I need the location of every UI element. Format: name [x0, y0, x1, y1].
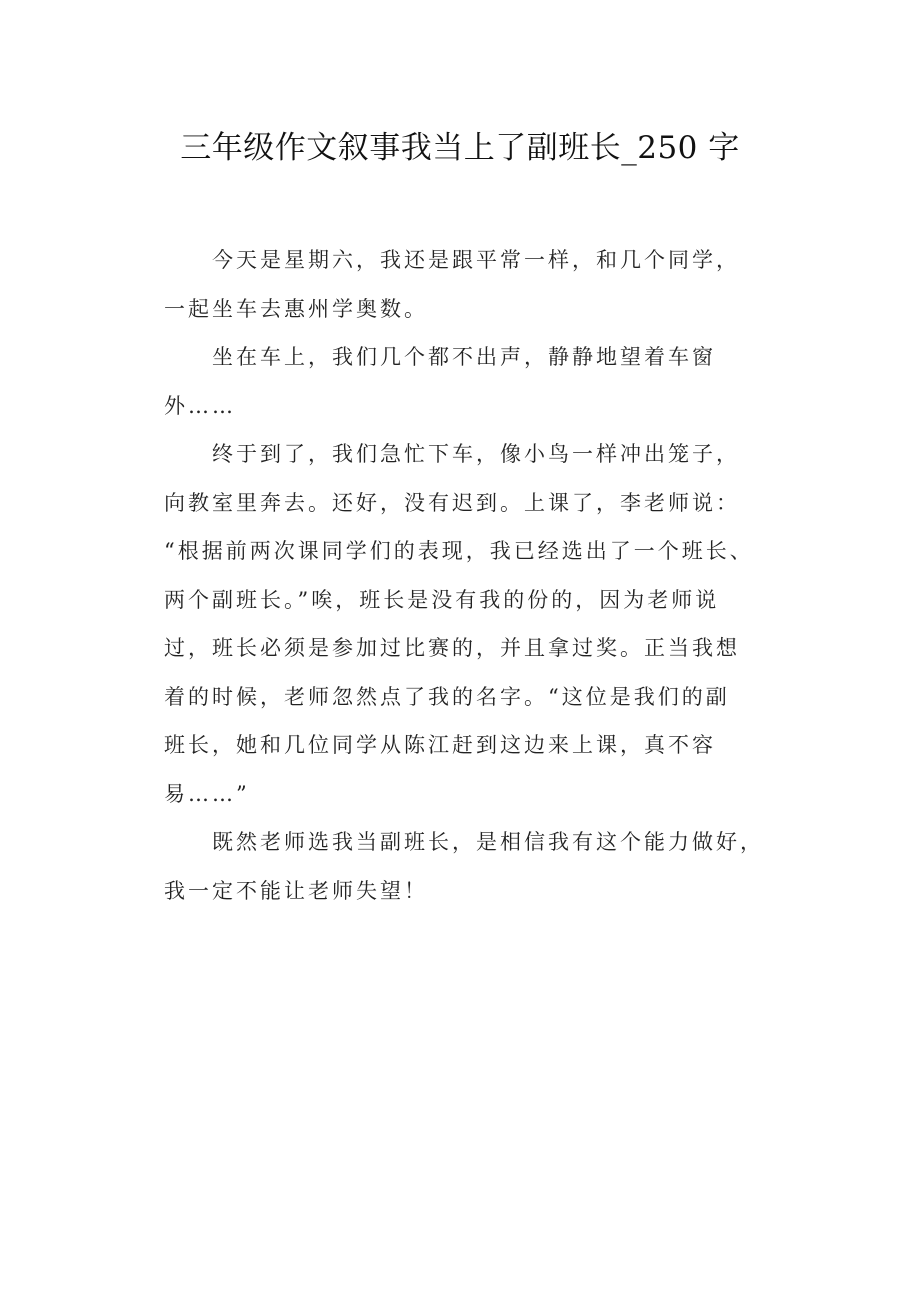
paragraph-line: 我一定不能让老师失望！ — [164, 878, 428, 903]
paragraph-line: “根据前两次课同学们的表现，我已经选出了一个班长、 — [164, 539, 754, 563]
paragraph-3 — [164, 430, 774, 818]
paragraph-line: 一起坐车去惠州学奥数。 — [164, 296, 428, 321]
paragraph-1 — [164, 236, 774, 333]
paragraph-line: 今天是星期六，我还是跟平常一样，和几个同学， — [212, 248, 740, 272]
paragraph-line: 班长，她和几位同学从陈江赶到这边来上课，真不容 — [164, 733, 716, 757]
paragraph-line: 着的时候，老师忽然点了我的名字。“这位是我们的副 — [164, 684, 730, 709]
paragraph-line: 既然老师选我当副班长，是相信我有这个能力做好， — [212, 830, 764, 854]
document-title: 三年级作文叙事我当上了副班长_250 字 — [180, 130, 740, 166]
paragraph-line: 终于到了，我们急忙下车，像小鸟一样冲出笼子， — [212, 442, 740, 466]
paragraph-4 — [164, 818, 774, 915]
paragraph-line: 向教室里奔去。还好，没有迟到。上课了，李老师说： — [164, 490, 740, 515]
paragraph-line: 过，班长必须是参加过比赛的，并且拿过奖。正当我想 — [164, 636, 740, 660]
paragraph-2 — [164, 333, 774, 430]
paragraph-line: 坐在车上，我们几个都不出声，静静地望着车窗 — [212, 345, 716, 369]
paragraph-line: 外…… — [164, 393, 236, 418]
paragraph-line: 易……” — [164, 781, 250, 806]
paragraph-line: 两个副班长。”唉，班长是没有我的份的，因为老师说 — [164, 587, 720, 612]
document-body — [164, 236, 774, 915]
